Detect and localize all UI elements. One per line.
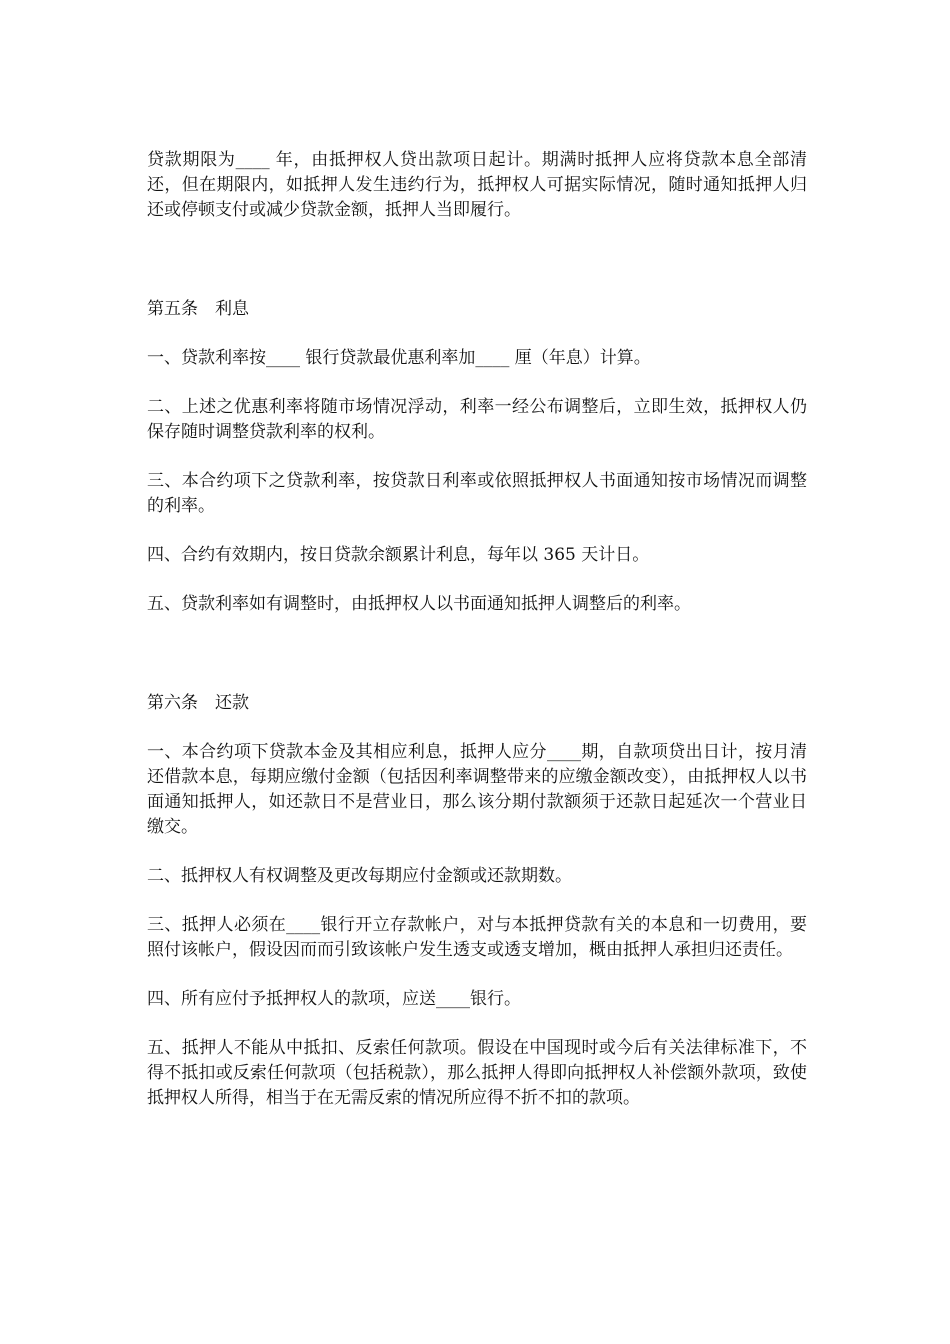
article-5-clause-5: 五、贷款利率如有调整时，由抵押权人以书面通知抵押人调整后的利率。 bbox=[147, 594, 691, 614]
article-6-clause-2: 二、抵押权人有权调整及更改每期应付金额或还款期数。 bbox=[147, 866, 572, 886]
article-5-clause-3: 三、本合约项下之贷款利率，按贷款日利率或依照抵押权人书面通知按市场情况而调整的利率。 bbox=[147, 471, 807, 516]
article-6-clause-1: 一、本合约项下贷款本金及其相应利息，抵押人应分____期，自款项贷出日计，按月清还借款本息，每期应缴付金额（包括因利率调整带来的应缴金额改变），由抵押权人以书面通知抵押人，如还款日不是营业日，那么该分期付款额须于还款日起延次一个营业日缴交。 bbox=[147, 742, 807, 837]
article-5-heading: 第五条 利息 bbox=[147, 299, 249, 319]
document-page bbox=[147, 148, 807, 1111]
article-6-clause-4: 四、所有应付予抵押权人的款项，应送____银行。 bbox=[147, 989, 521, 1009]
article-6-clause-3: 三、抵押人必须在____银行开立存款帐户，对与本抵押贷款有关的本息和一切费用，要照付该帐户，假设因而而引致该帐户发生透支或透支增加，概由抵押人承担归还责任。 bbox=[147, 915, 807, 960]
section-spacer bbox=[147, 223, 807, 297]
section-spacer bbox=[147, 617, 807, 691]
article-5-clause-2: 二、上述之优惠利率将随市场情况浮动，利率一经公布调整后，立即生效，抵押权人仍保存随时调整贷款利率的权利。 bbox=[147, 397, 807, 442]
article-5-clause-1: 一、贷款利率按____ 银行贷款最优惠利率加____ 厘（年息）计算。 bbox=[147, 348, 651, 368]
loan-term-paragraph: 贷款期限为____ 年，由抵押权人贷出款项日起计。期满时抵押人应将贷款本息全部清还，但在期限内，如抵押人发生违约行为，抵押权人可据实际情况，随时通知抵押人归还或停顿支付或减少贷款金额，抵押人当即履行。 bbox=[147, 150, 807, 220]
article-6-heading: 第六条 还款 bbox=[147, 693, 249, 713]
article-5-clause-4: 四、合约有效期内，按日贷款余额累计利息，每年以 365 天计日。 bbox=[147, 545, 650, 565]
article-6-clause-5: 五、抵押人不能从中抵扣、反索任何款项。假设在中国现时或今后有关法律标准下，不得不抵扣或反索任何款项（包括税款），那么抵押人得即向抵押权人补偿额外款项，致使抵押权人所得，相当于在无需反索的情况所应得不折不扣的款项。 bbox=[147, 1038, 807, 1108]
